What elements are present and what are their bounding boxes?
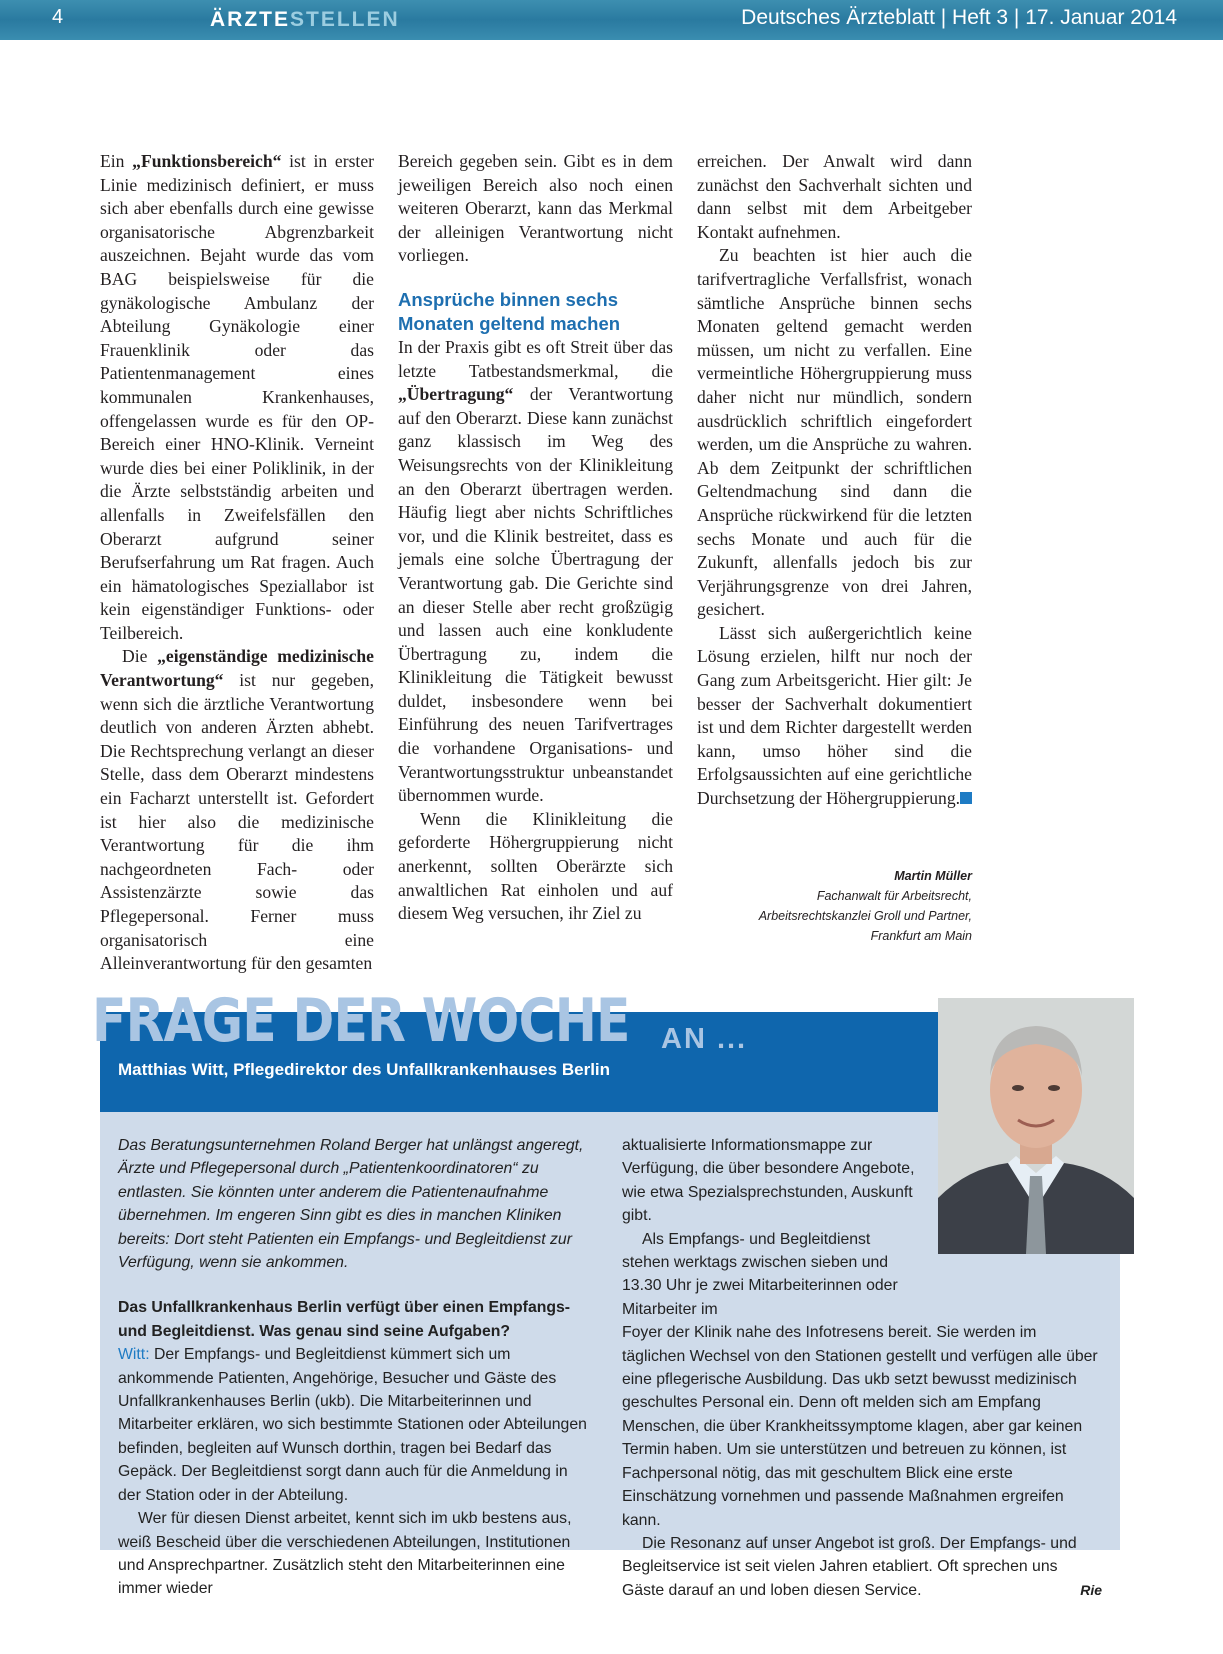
author-city: Frankfurt am Main <box>870 929 972 943</box>
author-abbreviation: Rie <box>1080 1581 1102 1598</box>
author-block <box>697 866 972 946</box>
text: Die <box>122 646 158 667</box>
frage-intro: Das Beratungsunternehmen Roland Berger hat unlängst angeregt, Ärzte und Pflegepersonal durch „Patientenkoordinatoren“ zu entlasten. Sie könnten unter anderem die Patientenaufnahme übernehmen. Im engeren Sinn gibt es dies in manchen Kliniken bereits: Dort steht Patienten ein Empfangs- und Begleitdienst zur Verfügung, wenn sie ankommen. <box>118 1137 584 1272</box>
bold-term: „eigenständige medizinische Verantwortung“ <box>100 646 374 691</box>
article-column-1 <box>100 150 374 976</box>
frage-answer-paragraph: aktualisierte Informationsmappe zur Verfügung, die über besondere Angebote, wie etwa Spezialsprechstunden, Auskunft gibt. <box>622 1137 915 1225</box>
paragraph <box>697 622 972 811</box>
article-column-3 <box>697 150 972 811</box>
author-title: Fachanwalt für Arbeitsrecht, <box>816 889 972 903</box>
paragraph <box>100 645 374 975</box>
paragraph: erreichen. Der Anwalt wird dann zunächst den Sachverhalt sichten und dann selbst mit dem Arbeitgeber Kontakt aufnehmen. <box>697 151 972 242</box>
text: ist in erster Linie medizinisch definiert, er muss sich aber ebenfalls durch eine gewisse organisatorische Abgrenzbarkeit auszeichnen. Bejaht wurde das vom BAG beispielsweise für die gynäkologische Ambulanz der Abteilung Gynäkologie einer Frauenklinik oder das Patientenmanagement eines kommunalen Krankenhauses, offengelassen wurde es für den OP-Bereich einer HNO-Klinik. Verneint wurde dies bei einer Poliklinik, in der die Ärzte selbstständig arbeiten und allenfalls in Zweifelsfällen den Oberarzt aufgrund seiner Berufserfahrung um Rat fragen. Auch ein hämatologisches Speziallabor ist kein eigenständiger Funktions- oder Teilbereich. <box>100 151 374 643</box>
author-firm: Arbeitsrechtskanzlei Groll und Partner, <box>758 909 972 923</box>
frage-subtitle: Matthias Witt, Pflegedirektor des Unfallkrankenhauses Berlin <box>118 1060 611 1079</box>
frage-answer-paragraph <box>622 1532 1102 1602</box>
frage-answer-paragraph: Foyer der Klinik nahe des Infotresens bereit. Sie werden im täglichen Wechsel von den Stationen gestellt und verfügen alle über eine pflegerische Ausbildung. Das ukb setzt bewusst medizinisch geschultes Personal ein. Denn oft melden sich am Empfang Menschen, die über Krankheitssymptome klagen, aber gar keinen Termin haben. Um sie unterstützen und betreuen zu können, ist Fachpersonal nötig, das mit geschultem Blick eine erste Einschätzung vornehmen und passende Maßnahmen ergreifen kann. <box>622 1324 1098 1529</box>
text: Ein <box>100 151 133 171</box>
frage-column-1 <box>118 1134 592 1601</box>
paragraph <box>100 150 374 645</box>
text: Die Resonanz auf unser Angebot ist groß. Der Empfangs- und Begleitservice ist seit vielen Jahren etabliert. Oft sprechen uns Gäste darauf an und loben diesen Service. <box>622 1534 1077 1599</box>
paragraph <box>398 336 673 808</box>
page-header <box>0 0 1223 40</box>
author-name: Martin Müller <box>894 869 972 883</box>
frage-title: FRAGE DER WOCHE <box>92 986 630 1056</box>
paragraph: Wenn die Klinikleitung die geforderte Höhergruppierung nicht anerkennt, sollten Oberärzte sich anwaltlichen Rat einholen und auf diesem Weg versuchen, ihr Ziel zu <box>398 808 673 924</box>
bold-term: „Übertragung“ <box>398 384 514 405</box>
issue-info: Deutsches Ärzteblatt | Heft 3 | 17. Januar 2014 <box>741 6 1177 29</box>
text: Lässt sich außergerichtlich keine Lösung erzielen, hilft nur noch der Gang zum Arbeitsgericht. Hier gilt: Je besser der Sachverhalt dokumentiert ist und dem Richter dargestellt werden kann, umso höher sind die Erfolgsaussichten auf eine gerichtliche Durchsetzung der Höhergruppierung. <box>697 622 972 809</box>
text: ist nur gegeben, wenn sich die ärztliche Verantwortung deutlich von anderen Ärzten abhebt. Die Rechtsprechung verlangt an dieser Stelle, dass dem Oberarzt mindestens ein Facharzt unterstellt ist. Gefordert ist hier also die medizinische Verantwortung für die ihm nachgeordneten Fach- oder Assistenzärzte sowie das Pflegepersonal. Ferner muss organisatorisch eine Alleinverantwortung für den gesamten <box>100 670 374 974</box>
bold-term: „Funktionsbereich“ <box>132 151 282 171</box>
frage-answer-paragraph: Als Empfangs- und Begleitdienst stehen werktags zwischen sieben und 13.30 Uhr je zwei Mitarbeiterinnen oder Mitarbeiter im <box>622 1230 898 1318</box>
frage-answer-paragraph: Wer für diesen Dienst arbeitet, kennt sich im ukb bestens aus, weiß Bescheid über die verschiedenen Abteilungen, Institutionen und Ansprechpartner. Zusätzlich steht den Mitarbeiterinnen eine immer wieder <box>118 1510 572 1598</box>
frage-column-2 <box>622 1134 1102 1602</box>
subheading: Ansprüche binnen sechs Monaten geltend machen <box>398 288 621 334</box>
section-title-part2: STELLEN <box>290 8 400 31</box>
frage-title-suffix: AN ... <box>661 1023 748 1055</box>
frage-question: Das Unfallkrankenhaus Berlin verfügt über einen Empfangs- und Begleitdienst. Was genau sind seine Aufgaben? <box>118 1299 571 1340</box>
answer-label: Witt: <box>118 1346 150 1364</box>
article-column-2 <box>398 150 673 926</box>
frage-answer-paragraph <box>118 1343 592 1507</box>
text: In der Praxis gibt es oft Streit über das letzte Tatbestandsmerkmal, die <box>398 336 673 381</box>
paragraph: Zu beachten ist hier auch die tarifvertragliche Verfallsfrist, wonach sämtliche Ansprüche binnen sechs Monaten geltend gemacht werden müssen, um nicht zu verfallen. Eine vermeintliche Höhergruppierung muss daher nicht nur mündlich, sondern ausdrücklich schriftlich eingefordert werden, um die Ansprüche zu wahren. Ab dem Zeitpunkt der schriftlichen Geltendmachung sind dann die Ansprüche rückwirkend für die letzten sechs Monate und auch für die Zukunft, allenfalls jedoch bis zur Verjährungsgrenze von drei Jahren, gesichert. <box>697 245 972 620</box>
section-title <box>210 8 400 32</box>
section-title-part1: ÄRZTE <box>210 8 290 31</box>
text: der Verantwortung auf den Oberarzt. Diese kann zunächst ganz klassisch im Weg des Weisungsrechts von der Klinikleitung an den Oberarzt übertragen werden. Häufig liegt aber nichts Schriftliches vor, und die Klinik bestreitet, dass es jemals eine solche Übertragung der Verantwortung gab. Die Gerichte sind an dieser Stelle aber recht großzügig und lassen auch eine konkludente Übertragung zu, indem die Klinikleitung die Tätigkeit bewusst duldet, insbesondere wenn bei Einführung des neuen Tarifvertrages die vorhandene Organisations- und Verantwortungsstruktur unbeanstandet übernommen wurde. <box>398 384 673 806</box>
page-number: 4 <box>52 6 64 28</box>
paragraph: Bereich gegeben sein. Gibt es in dem jeweiligen Bereich also noch einen weiteren Oberarzt, kann das Merkmal der alleinigen Verantwortung nicht vorliegen. <box>398 151 673 266</box>
end-marker-icon <box>960 792 972 804</box>
text: Der Empfangs- und Begleitdienst kümmert sich um ankommende Patienten, Angehörige, Besucher und Gäste des Unfallkrankenhauses Berlin (ukb). Die Mitarbeiterinnen und Mitarbeiter erklären, wo sich bestimmte Stationen oder Abteilungen befinden, begleiten auf Wunsch dorthin, tragen bei Bedarf das Gepäck. Der Begleitdienst sorgt dann auch für die Anmeldung in der Station oder in der Abteilung. <box>118 1346 587 1504</box>
